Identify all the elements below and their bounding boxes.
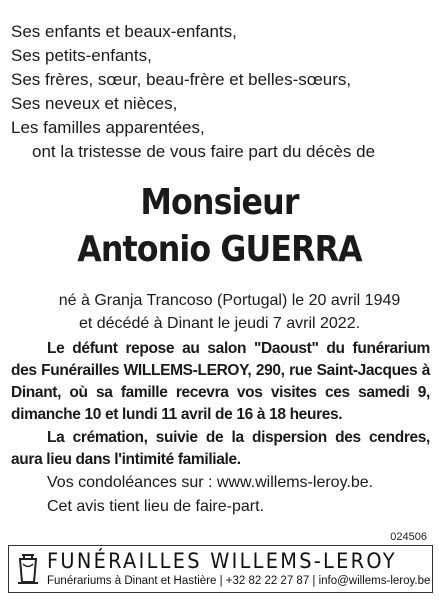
family-line: Ses enfants et beaux-enfants, (11, 22, 237, 41)
urn-icon (15, 552, 41, 586)
cremation-paragraph: La crémation, suivie de la dispersion des cendres, aura lieu dans l'intimité familiale. (11, 429, 430, 468)
funeral-home-contact: Funérariums à Dinant et Hastière | +32 82 22 27 87 | info@willems-leroy.be (47, 575, 431, 587)
announcement-line: ont la tristesse de vous faire part du décès de (32, 142, 376, 161)
death-info: et décédé à Dinant le jeudi 7 avril 2022. (78, 315, 361, 332)
deceased-title: Monsieur (140, 182, 299, 223)
reference-number: 024506 (390, 531, 427, 543)
deceased-name: Antonio GUERRA (77, 229, 362, 270)
family-line: Les familles apparentées, (11, 118, 205, 137)
funeral-home-name: FUNÉRAILLES WILLEMS-LEROY (47, 549, 397, 573)
family-line: Ses frères, sœur, beau-frère et belles-sœurs, (11, 70, 352, 89)
family-line: Ses neveux et nièces, (11, 94, 178, 113)
funeral-home-banner (8, 545, 433, 593)
family-line: Ses petits-enfants, (11, 46, 152, 65)
birth-info: né à Granja Trancoso (Portugal) le 20 avril 1949 (58, 292, 401, 309)
notice-text: Cet avis tient lieu de faire-part. (47, 498, 264, 515)
condolences-text: Vos condoléances sur : www.willems-leroy.be. (47, 474, 374, 491)
visitation-paragraph: Le défunt repose au salon "Daoust" du funérarium des Funérailles WILLEMS-LEROY, 290, rue Saint-Jacques à Dinant, où sa famille recevra vos visites ces samedi 9, dimanche 10 et lundi 11 avril de 16 à 18 heures. (11, 340, 430, 423)
